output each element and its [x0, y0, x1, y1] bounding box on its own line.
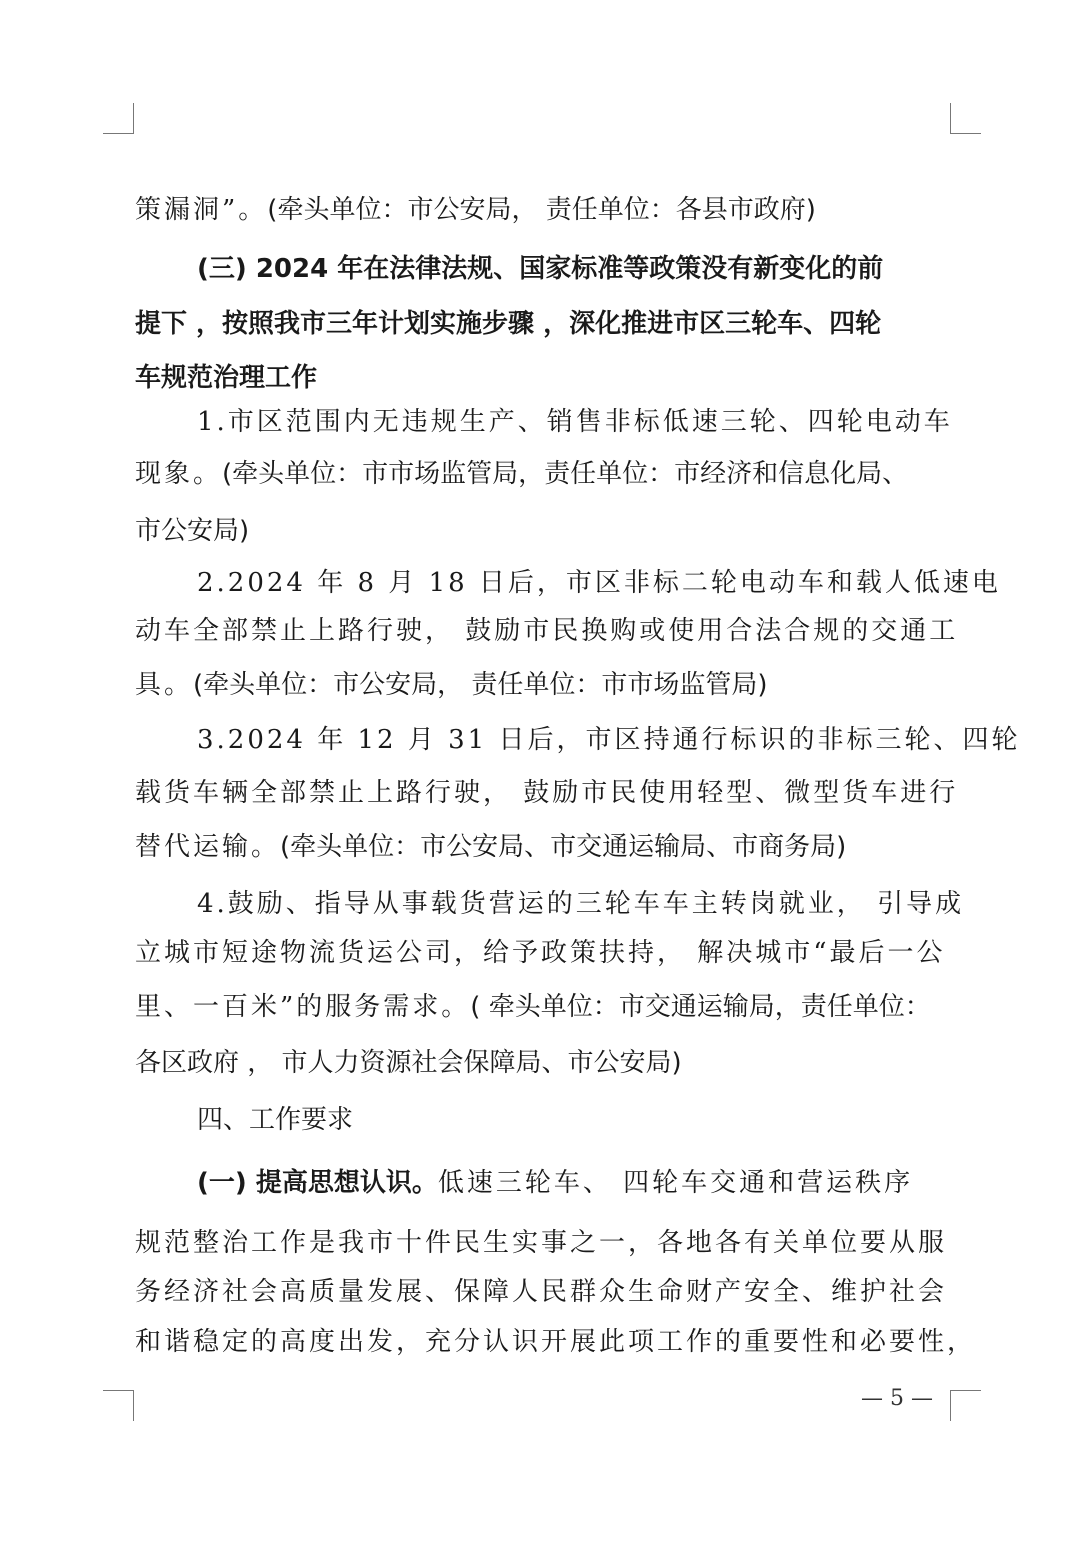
text-line: 规范整治工作是我市十件民生实事之一，各地各有关单位要从服	[135, 1228, 948, 1258]
subheading-inline: (一) 提高思想认识。	[197, 1168, 438, 1198]
crop-mark-top-right	[950, 103, 981, 134]
text-line	[197, 1159, 937, 1207]
responsibility-note: (牵头单位：市市场监管局，责任单位：市经济和信息化局、	[222, 459, 909, 489]
responsibility-note: ( 牵头单位：市交通运输局，责任单位：	[470, 992, 931, 1022]
section-heading: 四、工作要求	[197, 1105, 354, 1135]
text-line: 各区政府 ， 市人力资源社会保障局、市公安局)	[135, 1048, 682, 1078]
text-line	[135, 823, 937, 871]
responsibility-note: (牵头单位：市公安局， 责任单位：各县市政府)	[267, 195, 816, 225]
text-line	[135, 186, 937, 234]
subheading-line: 提下 ，按照我市三年计划实施步骤 ，深化推进市区三轮车、四轮	[135, 309, 882, 339]
text-segment: 具。	[135, 670, 194, 700]
text-line: 2.2024 年 8 月 18 日后，市区非标二轮电动车和载人低速电	[197, 568, 1001, 598]
text-line: 和谐稳定的高度出发，充分认识开展此项工作的重要性和必要性，	[135, 1327, 977, 1357]
text-segment: 现象。	[135, 459, 223, 489]
text-line: 3.2024 年 12 月 31 日后，市区持通行标识的非标三轮、四轮	[197, 725, 1021, 755]
crop-mark-bottom-right	[950, 1390, 981, 1421]
text-segment: 替代运输。	[135, 832, 281, 862]
text-line	[135, 661, 937, 709]
text-line: 载货车辆全部禁止上路行驶， 鼓励市民使用轻型、微型货车进行	[135, 778, 959, 808]
text-line: 动车全部禁止上路行驶， 鼓励市民换购或使用合法合规的交通工	[135, 616, 959, 646]
text-line	[197, 398, 953, 446]
page-number: — 5 —	[861, 1386, 933, 1411]
responsibility-note: (牵头单位：市公安局、市交通运输局、市商务局)	[280, 832, 847, 862]
text-segment: 低速三轮车、 四轮车交通和营运秩序	[437, 1168, 914, 1198]
text-line	[135, 983, 937, 1031]
text-segment: 1.市区范围内无违规生产、销售非标低速三轮、四轮电动车	[197, 407, 953, 437]
subheading-line: (三) 2024 年在法律法规、国家标准等政策没有新变化的前	[197, 254, 884, 284]
crop-mark-top-left	[103, 103, 134, 134]
crop-mark-bottom-left	[103, 1390, 134, 1421]
text-line: 市公安局)	[135, 516, 250, 546]
text-segment: 里、一百米”的服务需求。	[135, 992, 471, 1022]
text-line	[135, 450, 937, 498]
text-line: 4.鼓励、指导从事载货营运的三轮车车主转岗就业， 引导成	[197, 889, 965, 919]
responsibility-note: (牵头单位：市公安局， 责任单位：市市场监管局)	[193, 670, 768, 700]
text-line: 立城市短途物流货运公司，给予政策扶持， 解决城市“最后一公	[135, 938, 946, 968]
subheading-line: 车规范治理工作	[135, 363, 318, 393]
text-segment: 策漏洞”。	[135, 195, 268, 225]
text-line: 务经济社会高质量发展、保障人民群众生命财产安全、维护社会	[135, 1277, 948, 1307]
